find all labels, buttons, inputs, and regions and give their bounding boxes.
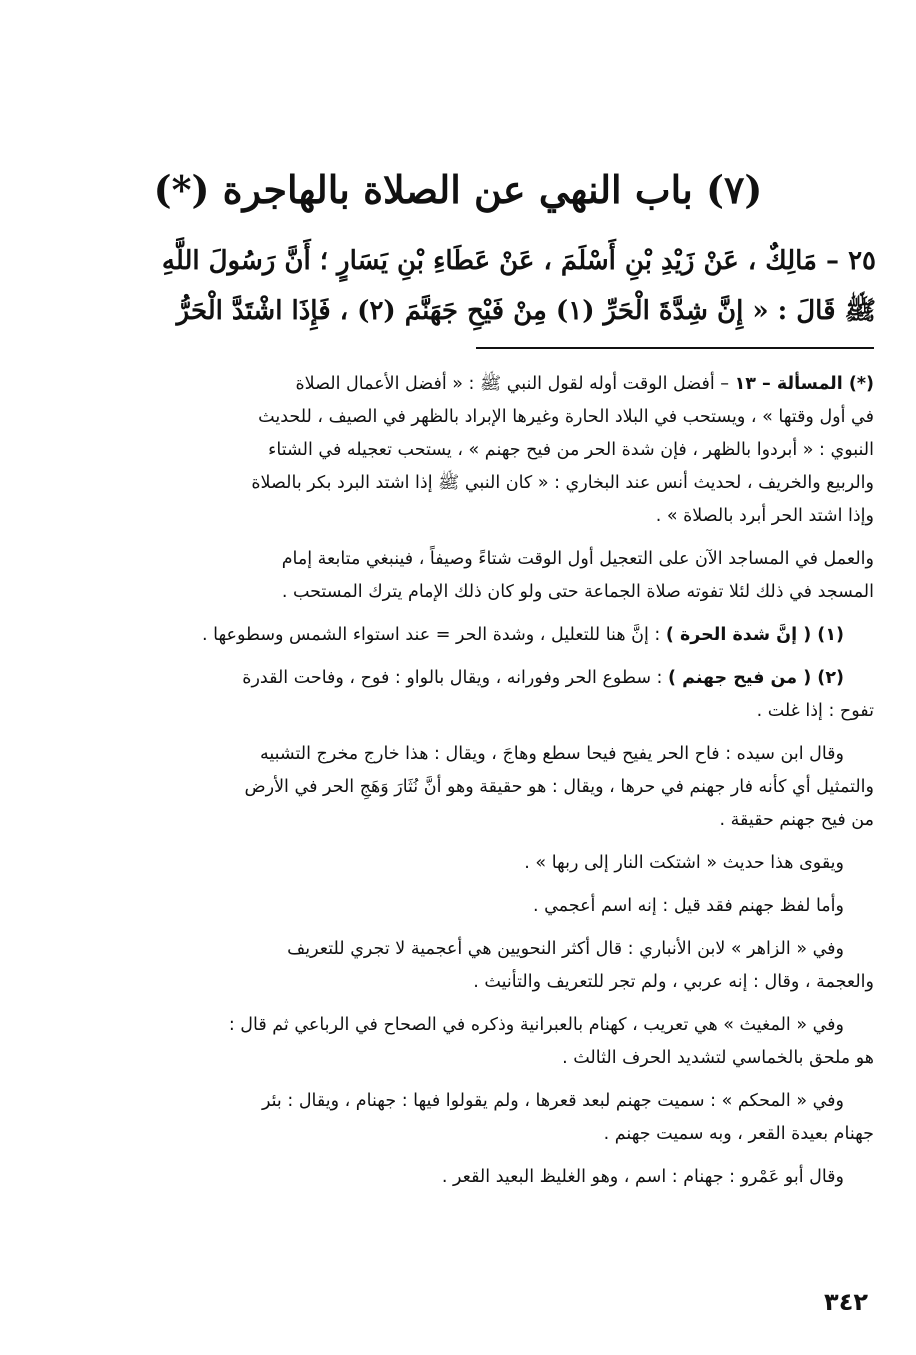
ibn-sidah-line: وقال ابن سيده : فاح الحر يفيح فيحا سطع وهاجَ ، ويقال : هذا خارج مخرج التشبيه bbox=[259, 744, 844, 764]
footnote-1-line bbox=[40, 619, 844, 652]
ibn-sidah-line: والتمثيل أي كأنه فار جهنم في حرها ، ويقال : هو حقيقة وهو أنَّ نُثَارَ وَهَجِ الحر في الأرض bbox=[244, 777, 874, 797]
footnotes bbox=[40, 368, 874, 1194]
footnote-2-line bbox=[40, 662, 874, 695]
zahir-paragraph bbox=[40, 933, 874, 999]
issue-line: في أول وقتها » ، ويستحب في البلاد الحارة وغيرها الإبراد بالظهر في الصيف ، للحديث bbox=[258, 407, 874, 427]
issue-label: (*) المسألة – ١٣ bbox=[734, 374, 874, 394]
issue-note bbox=[40, 368, 874, 533]
muhkam-line: جهنام بعيدة القعر ، وبه سميت جهنم . bbox=[603, 1124, 874, 1144]
footnote-2-label: (٢) ( من فيح جهنم ) bbox=[668, 668, 844, 688]
muhkam-paragraph bbox=[40, 1085, 874, 1151]
chapter-title: (٧) باب النهي عن الصلاة بالهاجرة (*) bbox=[153, 167, 763, 212]
footnote-2 bbox=[40, 662, 874, 728]
zahir-line: والعجمة ، وقال : إنه عربي ، ولم تجر للتعريف والتأنيث . bbox=[473, 972, 874, 992]
issue-line: وإذا اشتد الحر أبرد بالصلاة » . bbox=[655, 506, 874, 526]
hadith-support-paragraph bbox=[40, 847, 874, 880]
hadith-support-line: ويقوى هذا حديث « اشتكت النار إلى ربها » . bbox=[524, 853, 844, 873]
jahannam-word-paragraph bbox=[40, 890, 874, 923]
footnote-1-label: (١) ( إنَّ شدة الحرة ) bbox=[665, 625, 844, 645]
mughith-paragraph bbox=[40, 1009, 874, 1075]
footnote-2-text: : سطوع الحر وفورانه ، ويقال بالواو : فوح ، وفاحت القدرة bbox=[242, 668, 669, 688]
footnote-divider bbox=[476, 347, 874, 349]
issue-text: – أفضل الوقت أوله لقول النبي ﷺ : « أفضل الأعمال الصلاة bbox=[295, 374, 735, 394]
muhkam-line: وفي « المحكم » : سميت جهنم لبعد قعرها ، ولم يقولوا فيها : جهنام ، ويقال : بئر bbox=[261, 1091, 844, 1111]
issue-note-line bbox=[40, 368, 874, 401]
footnote-1 bbox=[40, 619, 874, 652]
issue-line: النبوي : « أبردوا بالظهر ، فإن شدة الحر من فيح جهنم » ، يستحب تعجيله في الشتاء bbox=[268, 440, 874, 460]
mughith-line: هو ملحق بالخماسي لتشديد الحرف الثالث . bbox=[562, 1048, 874, 1068]
practice-line: والعمل في المساجد الآن على التعجيل أول الوقت شتاءً وصيفاً ، فينبغي متابعة إمام bbox=[281, 549, 874, 569]
issue-line: والربيع والخريف ، لحديث أنس عند البخاري : « كان النبي ﷺ إذا اشتد البرد بكر بالصلاة bbox=[251, 473, 874, 493]
ibn-sidah-line: من فيح جهنم حقيقة . bbox=[719, 810, 874, 830]
footnote-2-continuation: تفوح : إذا غلت . bbox=[756, 701, 874, 721]
zahir-line: وفي « الزاهر » لابن الأنباري : قال أكثر النحويين هي أعجمية لا تجري للتعريف bbox=[287, 939, 844, 959]
ibn-sidah-paragraph bbox=[40, 738, 874, 837]
footnote-1-text: : إنَّ هنا للتعليل ، وشدة الحر = عند استواء الشمس وسطوعها . bbox=[201, 625, 666, 645]
abu-amr-line: وقال أبو عَمْرو : جهنام : اسم ، وهو الغليظ البعيد القعر . bbox=[441, 1167, 844, 1187]
practice-line: المسجد في ذلك لئلا تفوته صلاة الجماعة حتى ولو كان ذلك الإمام يترك المستحب . bbox=[281, 582, 874, 602]
hadith-line-1: ٢٥ – مَالِكٌ ، عَنْ زَيْدِ بْنِ أَسْلَمَ ، عَنْ عَطَاءِ بْنِ يَسَارٍ ؛ أَنَّ رَسُولَ اللَّهِ bbox=[161, 246, 876, 276]
page-number: ٣٤٢ bbox=[824, 1288, 868, 1316]
hadith-line-2: ﷺ قَالَ : « إِنَّ شِدَّةَ الْحَرِّ (١) مِنْ فَيْحِ جَهَنَّمَ (٢) ، فَإِذَا اشْتَدَّ الْحَرُّ bbox=[176, 296, 876, 326]
jahannam-word-line: وأما لفظ جهنم فقد قيل : إنه اسم أعجمي . bbox=[532, 896, 844, 916]
hadith-text bbox=[60, 236, 876, 336]
abu-amr-paragraph bbox=[40, 1161, 874, 1194]
mughith-line: وفي « المغيث » هي تعريب ، كهنام بالعبرانية وذكره في الصحاح في الرباعي ثم قال : bbox=[228, 1015, 844, 1035]
practice-paragraph bbox=[40, 543, 874, 609]
